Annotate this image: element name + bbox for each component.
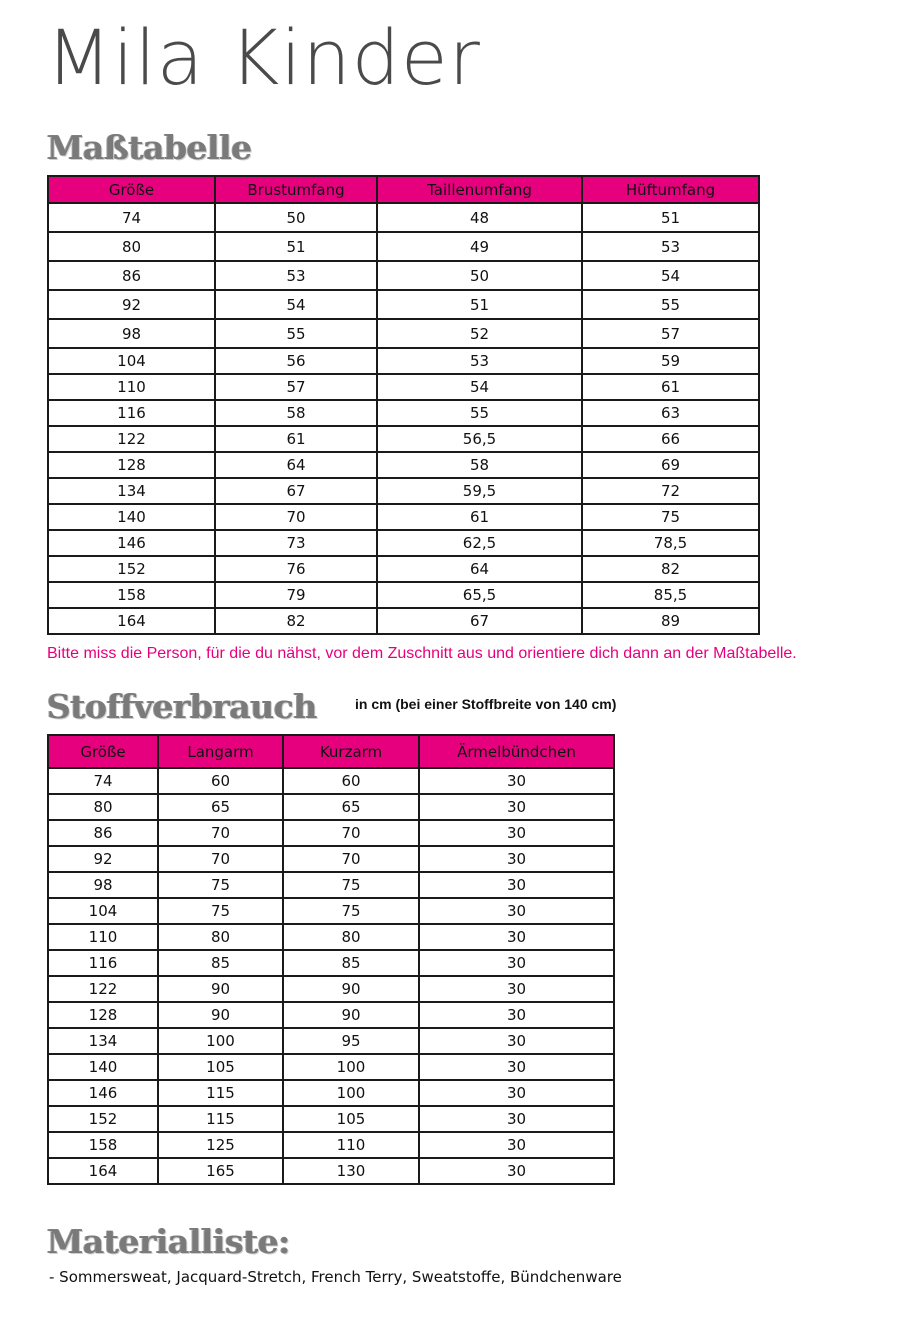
table-header-row	[48, 176, 759, 203]
table-cell: 152	[48, 556, 215, 582]
table-row	[48, 426, 759, 452]
table-cell: 30	[419, 846, 614, 872]
table-row	[48, 203, 759, 232]
table-cell: 100	[158, 1028, 283, 1054]
table-row	[48, 452, 759, 478]
table-cell: 79	[215, 582, 377, 608]
table-row	[48, 898, 614, 924]
table-row	[48, 400, 759, 426]
table-cell: 30	[419, 794, 614, 820]
table-cell: 53	[377, 348, 582, 374]
table-cell: 56,5	[377, 426, 582, 452]
table-cell: 30	[419, 1132, 614, 1158]
page-title: Mila Kinder	[46, 13, 481, 102]
table-cell: 134	[48, 478, 215, 504]
table-row	[48, 872, 614, 898]
table-cell: 92	[48, 290, 215, 319]
table-cell: 70	[215, 504, 377, 530]
table-cell: 60	[283, 768, 419, 794]
table-row	[48, 232, 759, 261]
table-cell: 50	[377, 261, 582, 290]
fabric-width-note: in cm (bei einer Stoffbreite von 140 cm)	[355, 696, 617, 712]
table-cell: 30	[419, 1028, 614, 1054]
table-cell: 70	[283, 820, 419, 846]
table-cell: 56	[215, 348, 377, 374]
table-cell: 76	[215, 556, 377, 582]
column-header-groesse: Größe	[48, 176, 215, 203]
table-cell: 90	[158, 976, 283, 1002]
table-row	[48, 1132, 614, 1158]
table-cell: 125	[158, 1132, 283, 1158]
table-cell: 146	[48, 1080, 158, 1106]
table-cell: 63	[582, 400, 759, 426]
table-row	[48, 820, 614, 846]
table-row	[48, 846, 614, 872]
table-cell: 116	[48, 400, 215, 426]
table-cell: 51	[377, 290, 582, 319]
table-row	[48, 319, 759, 348]
table-cell: 70	[283, 846, 419, 872]
table-cell: 115	[158, 1080, 283, 1106]
table-cell: 54	[215, 290, 377, 319]
table-cell: 128	[48, 1002, 158, 1028]
table-cell: 65	[158, 794, 283, 820]
table-cell: 51	[582, 203, 759, 232]
table-cell: 110	[283, 1132, 419, 1158]
table-cell: 30	[419, 1158, 614, 1184]
table-cell: 110	[48, 374, 215, 400]
table-cell: 116	[48, 950, 158, 976]
table-cell: 67	[215, 478, 377, 504]
table-cell: 53	[582, 232, 759, 261]
table-row	[48, 1002, 614, 1028]
table-cell: 64	[215, 452, 377, 478]
table-row	[48, 348, 759, 374]
table-cell: 82	[215, 608, 377, 634]
table-cell: 57	[582, 319, 759, 348]
materialliste-heading: Materialliste:	[47, 1222, 291, 1261]
table-cell: 70	[158, 846, 283, 872]
table-cell: 140	[48, 1054, 158, 1080]
table-cell: 54	[582, 261, 759, 290]
table-cell: 30	[419, 820, 614, 846]
table-cell: 30	[419, 1106, 614, 1132]
column-header-hueftumfang: Hüftumfang	[582, 176, 759, 203]
table-cell: 67	[377, 608, 582, 634]
table-cell: 58	[215, 400, 377, 426]
masstabelle-heading: Maßtabelle	[47, 128, 252, 167]
table-cell: 69	[582, 452, 759, 478]
table-row	[48, 374, 759, 400]
table-cell: 65,5	[377, 582, 582, 608]
table-cell: 72	[582, 478, 759, 504]
table-cell: 61	[377, 504, 582, 530]
table-cell: 146	[48, 530, 215, 556]
table-cell: 30	[419, 1054, 614, 1080]
stoffverbrauch-heading: Stoffverbrauch	[47, 687, 317, 726]
column-header-aermelbuendchen: Ärmelbündchen	[419, 735, 614, 768]
table-cell: 59,5	[377, 478, 582, 504]
table-cell: 78,5	[582, 530, 759, 556]
table-cell: 51	[215, 232, 377, 261]
table-cell: 80	[48, 794, 158, 820]
table-cell: 75	[158, 872, 283, 898]
table-row	[48, 924, 614, 950]
table-header-row	[48, 735, 614, 768]
table-row	[48, 556, 759, 582]
table-cell: 115	[158, 1106, 283, 1132]
table-cell: 158	[48, 582, 215, 608]
table-cell: 90	[283, 1002, 419, 1028]
table-cell: 152	[48, 1106, 158, 1132]
table-cell: 58	[377, 452, 582, 478]
table-cell: 48	[377, 203, 582, 232]
column-header-groesse: Größe	[48, 735, 158, 768]
table-cell: 53	[215, 261, 377, 290]
table-row	[48, 582, 759, 608]
masstabelle-table	[47, 175, 760, 635]
table-row	[48, 261, 759, 290]
table-cell: 55	[377, 400, 582, 426]
table-cell: 95	[283, 1028, 419, 1054]
table-cell: 122	[48, 426, 215, 452]
table-cell: 80	[48, 232, 215, 261]
table-cell: 30	[419, 872, 614, 898]
column-header-kurzarm: Kurzarm	[283, 735, 419, 768]
table-cell: 85	[283, 950, 419, 976]
table-row	[48, 1158, 614, 1184]
table-cell: 61	[215, 426, 377, 452]
table-row	[48, 976, 614, 1002]
table-cell: 30	[419, 1080, 614, 1106]
table-cell: 158	[48, 1132, 158, 1158]
table-cell: 74	[48, 203, 215, 232]
table-cell: 86	[48, 261, 215, 290]
table-cell: 105	[158, 1054, 283, 1080]
table-cell: 30	[419, 898, 614, 924]
measurement-note: Bitte miss die Person, für die du nähst, vor dem Zuschnitt aus und orientiere dich dann an der Maßtabelle.	[47, 645, 797, 662]
table-row	[48, 1054, 614, 1080]
table-cell: 30	[419, 1002, 614, 1028]
table-cell: 85	[158, 950, 283, 976]
table-cell: 98	[48, 872, 158, 898]
table-row	[48, 794, 614, 820]
table-cell: 104	[48, 898, 158, 924]
table-cell: 110	[48, 924, 158, 950]
material-list	[49, 1268, 622, 1286]
table-cell: 62,5	[377, 530, 582, 556]
table-cell: 55	[582, 290, 759, 319]
table-row	[48, 768, 614, 794]
table-cell: 130	[283, 1158, 419, 1184]
material-list-item: - Sommersweat, Jacquard-Stretch, French Terry, Sweatstoffe, Bündchenware	[49, 1268, 622, 1286]
table-cell: 98	[48, 319, 215, 348]
table-cell: 90	[283, 976, 419, 1002]
table-cell: 50	[215, 203, 377, 232]
table-cell: 80	[283, 924, 419, 950]
table-row	[48, 478, 759, 504]
table-cell: 89	[582, 608, 759, 634]
table-cell: 30	[419, 950, 614, 976]
table-cell: 128	[48, 452, 215, 478]
table-cell: 104	[48, 348, 215, 374]
column-header-langarm: Langarm	[158, 735, 283, 768]
table-cell: 30	[419, 976, 614, 1002]
column-header-taillenumfang: Taillenumfang	[377, 176, 582, 203]
table-row	[48, 1106, 614, 1132]
table-cell: 74	[48, 768, 158, 794]
table-cell: 55	[215, 319, 377, 348]
table-cell: 64	[377, 556, 582, 582]
table-cell: 66	[582, 426, 759, 452]
table-cell: 54	[377, 374, 582, 400]
table-cell: 30	[419, 768, 614, 794]
table-cell: 90	[158, 1002, 283, 1028]
table-cell: 164	[48, 608, 215, 634]
table-cell: 86	[48, 820, 158, 846]
table-cell: 134	[48, 1028, 158, 1054]
table-cell: 75	[158, 898, 283, 924]
table-cell: 82	[582, 556, 759, 582]
table-row	[48, 1028, 614, 1054]
table-cell: 73	[215, 530, 377, 556]
table-row	[48, 504, 759, 530]
table-cell: 75	[582, 504, 759, 530]
table-cell: 100	[283, 1080, 419, 1106]
table-cell: 85,5	[582, 582, 759, 608]
table-cell: 61	[582, 374, 759, 400]
table-cell: 59	[582, 348, 759, 374]
table-row	[48, 1080, 614, 1106]
table-cell: 57	[215, 374, 377, 400]
table-row	[48, 290, 759, 319]
table-cell: 100	[283, 1054, 419, 1080]
table-cell: 92	[48, 846, 158, 872]
table-cell: 75	[283, 872, 419, 898]
column-header-brustumfang: Brustumfang	[215, 176, 377, 203]
table-cell: 70	[158, 820, 283, 846]
table-row	[48, 608, 759, 634]
table-cell: 105	[283, 1106, 419, 1132]
table-cell: 75	[283, 898, 419, 924]
table-row	[48, 950, 614, 976]
table-cell: 49	[377, 232, 582, 261]
table-cell: 164	[48, 1158, 158, 1184]
table-cell: 140	[48, 504, 215, 530]
table-cell: 80	[158, 924, 283, 950]
table-cell: 165	[158, 1158, 283, 1184]
table-cell: 122	[48, 976, 158, 1002]
stoffverbrauch-table	[47, 734, 615, 1185]
table-row	[48, 530, 759, 556]
table-cell: 30	[419, 924, 614, 950]
table-cell: 52	[377, 319, 582, 348]
table-cell: 60	[158, 768, 283, 794]
table-cell: 65	[283, 794, 419, 820]
